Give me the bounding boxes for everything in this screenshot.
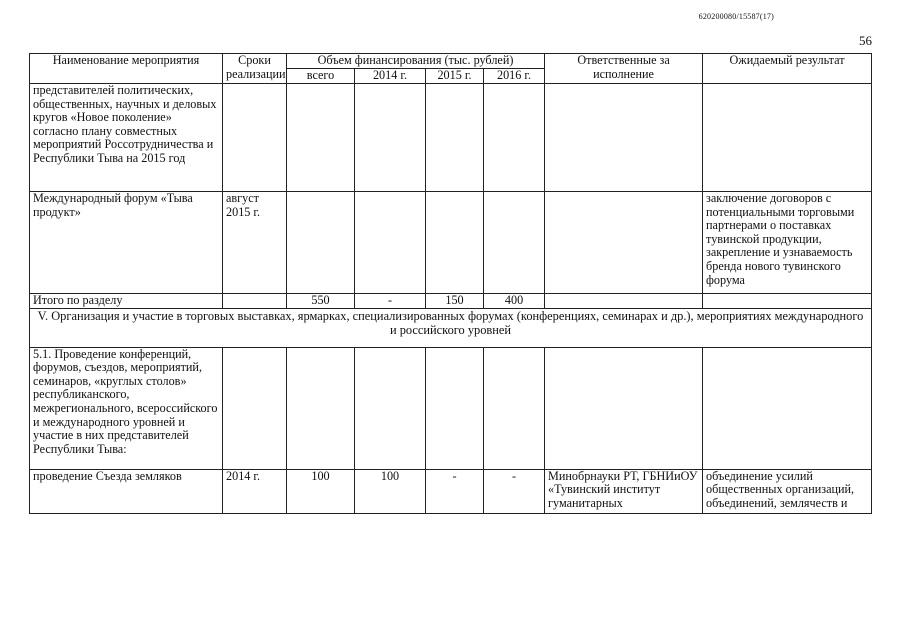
cell-2014: [355, 347, 426, 469]
cell-responsible: [545, 192, 703, 294]
column-header-2014: 2014 г.: [355, 69, 426, 84]
cell-name: проведение Съезда земляков: [30, 469, 223, 513]
subtotal-2016: 400: [484, 294, 545, 309]
column-header-result: Ожидаемый результат: [703, 54, 872, 84]
cell-term: 2014 г.: [223, 469, 287, 513]
cell-responsible: [545, 347, 703, 469]
table-row: [30, 84, 872, 192]
cell-result: объединение усилий общественных организаций, объединений, землячеств и: [703, 469, 872, 513]
cell-name: Международный форум «Тыва продукт»: [30, 192, 223, 294]
column-header-total: всего: [287, 69, 355, 84]
cell-term: [223, 347, 287, 469]
cell-2015: [426, 347, 484, 469]
section-header-row: [30, 308, 872, 347]
document-code: 620200080/15587(17): [698, 12, 774, 21]
cell-total: 100: [287, 469, 355, 513]
subtotal-label: Итого по разделу: [30, 294, 223, 309]
table-row: [30, 347, 872, 469]
column-header-term: Сроки реализации: [223, 54, 287, 84]
subtotal-row: [30, 294, 872, 309]
cell-total: [287, 84, 355, 192]
cell-2016: [484, 347, 545, 469]
cell-name: представителей политических, общественных, научных и деловых кругов «Новое поколение» согласно плану совместных мероприятий Россотрудничества и Республики Тыва на 2015 год: [30, 84, 223, 192]
column-header-responsible: Ответственные за исполнение: [545, 54, 703, 84]
cell-term: [223, 84, 287, 192]
cell-responsible: [545, 84, 703, 192]
measures-table: [29, 53, 872, 514]
cell-2016: [484, 192, 545, 294]
cell-total: [287, 192, 355, 294]
subtotal-2015: 150: [426, 294, 484, 309]
cell-result: заключение договоров с потенциальными торговыми партнерами о поставках тувинской продукции, закрепление и узнаваемость бренда нового тувинского форума: [703, 192, 872, 294]
subtotal-responsible: [545, 294, 703, 309]
cell-2014: 100: [355, 469, 426, 513]
cell-result: [703, 347, 872, 469]
page-number: 56: [859, 33, 872, 48]
cell-2014: [355, 84, 426, 192]
table-row: [30, 192, 872, 294]
subtotal-2014: -: [355, 294, 426, 309]
column-header-2016: 2016 г.: [484, 69, 545, 84]
subtotal-total: 550: [287, 294, 355, 309]
cell-responsible: Минобрнауки РТ, ГБНИиОУ «Тувинский институт гуманитарных: [545, 469, 703, 513]
cell-2015: -: [426, 469, 484, 513]
cell-2016: -: [484, 469, 545, 513]
cell-2014: [355, 192, 426, 294]
cell-term: август 2015 г.: [223, 192, 287, 294]
cell-name: 5.1. Проведение конференций, форумов, съездов, мероприятий, семинаров, «круглых столов» республиканского, межрегионального, всероссийского и международного уровней и участие в них представителей Республики Тыва:: [30, 347, 223, 469]
subtotal-result: [703, 294, 872, 309]
cell-2015: [426, 192, 484, 294]
subtotal-term: [223, 294, 287, 309]
cell-2016: [484, 84, 545, 192]
table-row: [30, 469, 872, 513]
column-header-financing: Объем финансирования (тыс. рублей): [287, 54, 545, 69]
table-header-row: [30, 54, 872, 69]
cell-result: [703, 84, 872, 192]
column-header-2015: 2015 г.: [426, 69, 484, 84]
cell-total: [287, 347, 355, 469]
cell-2015: [426, 84, 484, 192]
column-header-name: Наименование мероприятия: [30, 54, 223, 84]
section-title: V. Организация и участие в торговых выставках, ярмарках, специализированных форумах (конференциях, семинарах и др.), мероприятиях международного и российского уровней: [30, 308, 872, 347]
